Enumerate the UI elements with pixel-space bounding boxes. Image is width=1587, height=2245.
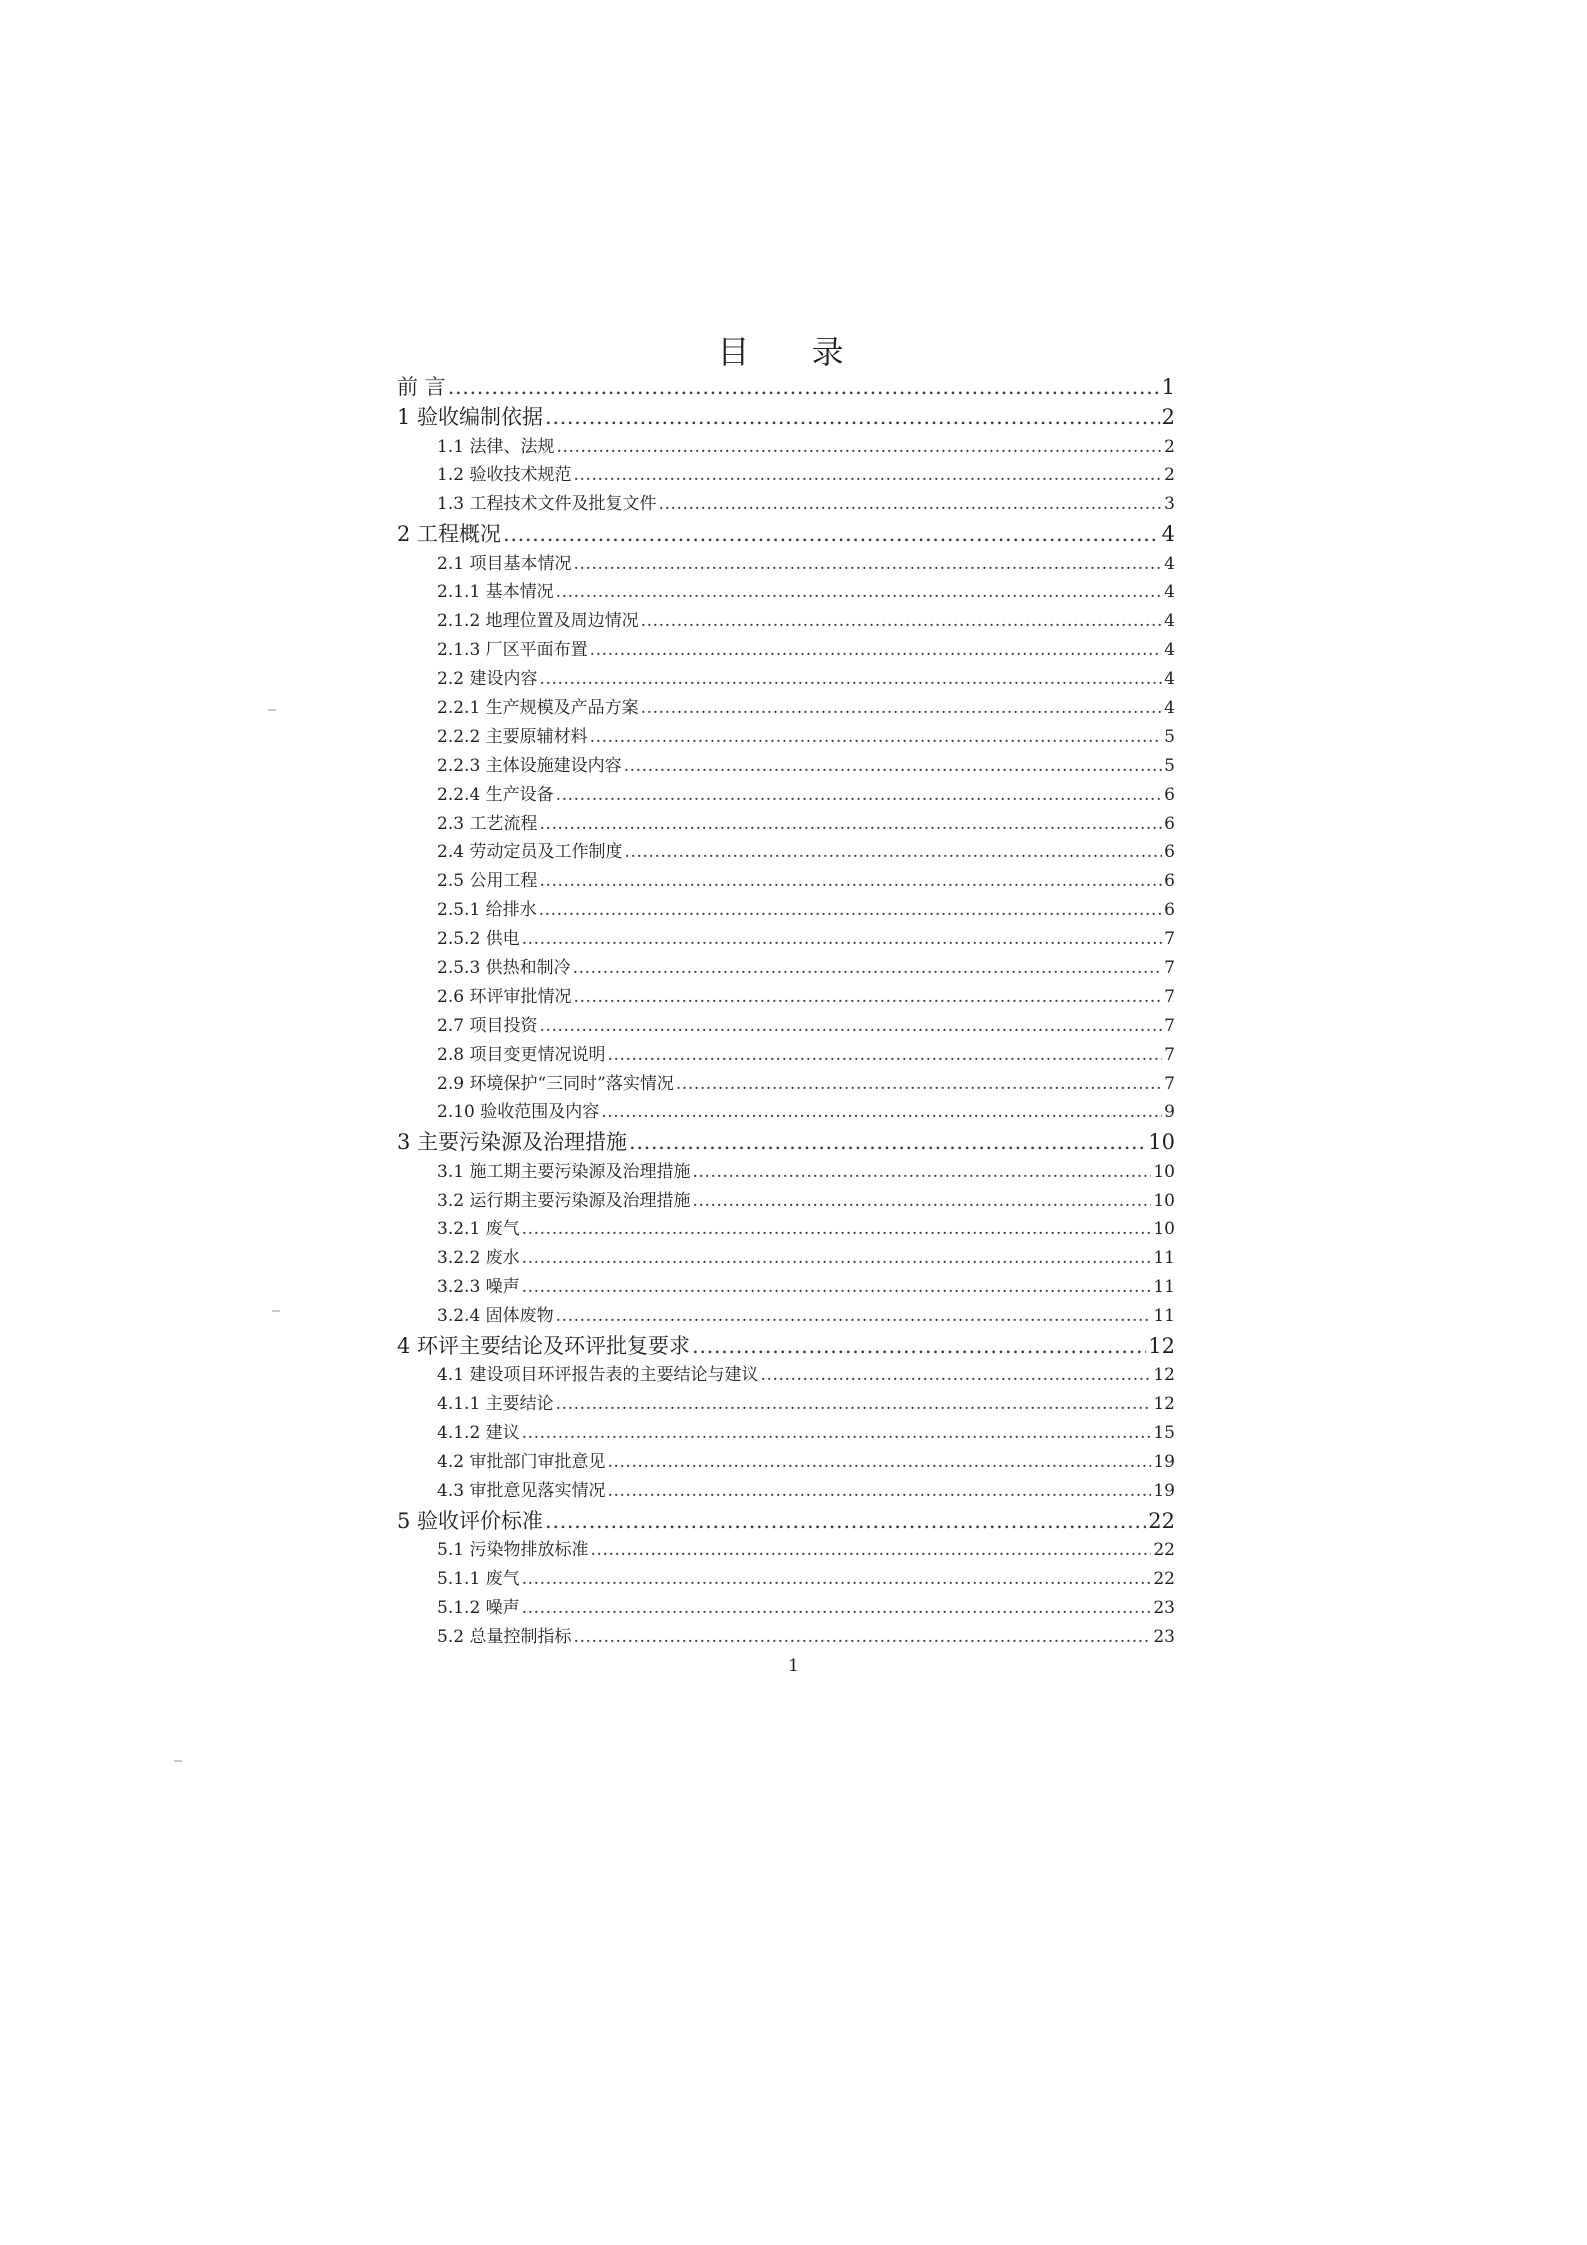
toc-section-entry[interactable]: [393, 953, 1175, 982]
dot-leader: [590, 727, 1163, 747]
toc-section-entry[interactable]: [393, 1301, 1175, 1330]
dot-leader: [573, 1627, 1151, 1647]
toc-entry-page-number: 19: [1153, 1480, 1175, 1501]
dot-leader: [503, 522, 1160, 546]
toc-entry-label: 4.1.2 建议: [437, 1423, 520, 1444]
toc-section-entry[interactable]: [393, 1069, 1175, 1098]
toc-section-entry[interactable]: [393, 1389, 1175, 1418]
toc-entry-page-number: 4: [1164, 698, 1175, 719]
dot-leader: [545, 405, 1160, 429]
dot-leader: [522, 1219, 1152, 1239]
dot-leader: [448, 375, 1160, 399]
dot-leader: [539, 900, 1163, 920]
toc-chapter-entry[interactable]: [393, 518, 1175, 548]
toc-entry-label: 3.2.4 固体废物: [437, 1306, 554, 1327]
dot-leader: [658, 494, 1162, 514]
toc-section-entry[interactable]: [393, 432, 1175, 461]
dot-leader: [590, 640, 1163, 660]
toc-entry-page-number: 10: [1153, 1190, 1175, 1211]
toc-entry-label: 2.6 环评审批情况: [437, 986, 572, 1007]
toc-entry-label: 2.1.3 厂区平面布置: [437, 640, 588, 661]
toc-entry-page-number: 6: [1164, 813, 1175, 834]
toc-section-entry[interactable]: [393, 1243, 1175, 1272]
toc-chapter-entry[interactable]: [393, 1505, 1175, 1535]
toc-section-entry[interactable]: [393, 751, 1175, 780]
toc-entry-page-number: 6: [1164, 900, 1175, 921]
toc-entry-page-number: 4: [1164, 553, 1175, 574]
dot-leader: [522, 1277, 1152, 1297]
dot-leader: [641, 698, 1163, 718]
toc-entry-label: 2.10 验收范围及内容: [437, 1102, 600, 1123]
page-number: 1: [788, 1656, 799, 1676]
toc-entry-label: 4 环评主要结论及环评批复要求: [397, 1334, 691, 1359]
toc-entry-page-number: 1: [1161, 375, 1175, 399]
toc-entry-label: 2.1.1 基本情况: [437, 582, 554, 603]
toc-entry-label: 5 验收评价标准: [397, 1508, 544, 1533]
toc-entry-page-number: 23: [1153, 1626, 1175, 1647]
dot-leader: [573, 465, 1162, 485]
toc-entry-page-number: 4: [1164, 669, 1175, 690]
toc-entry-page-number: 7: [1164, 1044, 1175, 1065]
toc-entry-label: 2.2.3 主体设施建设内容: [437, 755, 622, 776]
toc-section-entry[interactable]: [393, 809, 1175, 838]
toc-entry-page-number: 4: [1164, 582, 1175, 603]
toc-entry-label: 1.3 工程技术文件及批复文件: [437, 494, 657, 515]
toc-entry-page-number: 5: [1164, 755, 1175, 776]
toc-entry-label: 2.5.1 给排水: [437, 900, 537, 921]
toc-section-entry[interactable]: [393, 1360, 1175, 1389]
dot-leader: [539, 814, 1162, 834]
dot-leader: [539, 669, 1162, 689]
toc-entry-page-number: 2: [1164, 465, 1175, 486]
toc-entry-label: 2.1.2 地理位置及周边情况: [437, 611, 639, 632]
toc-entry-page-number: 7: [1164, 986, 1175, 1007]
dot-leader: [522, 1248, 1152, 1268]
dot-leader: [607, 1452, 1151, 1472]
toc-entry-page-number: 7: [1164, 929, 1175, 950]
toc-entry-page-number: 4: [1164, 611, 1175, 632]
toc-section-entry[interactable]: [393, 693, 1175, 722]
dot-leader: [539, 871, 1162, 891]
toc-section-entry[interactable]: [393, 1593, 1175, 1622]
toc-section-entry[interactable]: [393, 1040, 1175, 1069]
toc-entry-label: 2.5 公用工程: [437, 871, 538, 892]
toc-entry-page-number: 12: [1153, 1394, 1175, 1415]
scan-speck: [268, 709, 276, 711]
toc-entry-label: 2.2.2 主要原辅材料: [437, 726, 588, 747]
dot-leader: [556, 1306, 1152, 1326]
toc-entry-label: 2.1 项目基本情况: [437, 553, 572, 574]
toc-entry-page-number: 6: [1164, 871, 1175, 892]
toc-section-entry[interactable]: [393, 577, 1175, 606]
toc-section-entry[interactable]: [393, 1214, 1175, 1243]
dot-leader: [692, 1191, 1151, 1211]
toc-entry-label: 1 验收编制依据: [397, 405, 544, 430]
toc-section-entry[interactable]: [393, 924, 1175, 953]
toc-entry-label: 2.2.1 生产规模及产品方案: [437, 698, 639, 719]
toc-section-entry[interactable]: [393, 664, 1175, 693]
toc-entry-page-number: 7: [1164, 1073, 1175, 1094]
toc-chapter-entry[interactable]: [393, 371, 1175, 401]
toc-entry-label: 2 工程概况: [397, 522, 502, 547]
toc-entry-page-number: 22: [1153, 1568, 1175, 1589]
dot-leader: [556, 582, 1163, 602]
toc-section-entry[interactable]: [393, 1272, 1175, 1301]
scan-speck: [272, 1310, 280, 1312]
dot-leader: [624, 756, 1163, 776]
toc-entry-label: 2.3 工艺流程: [437, 813, 538, 834]
toc-entry-page-number: 10: [1148, 1130, 1175, 1155]
toc-entry-label: 2.8 项目变更情况说明: [437, 1044, 606, 1065]
toc-chapter-entry[interactable]: [393, 1330, 1175, 1360]
dot-leader: [607, 1045, 1162, 1065]
dot-leader: [692, 1334, 1146, 1358]
toc-entry-label: 5.1 污染物排放标准: [437, 1540, 589, 1561]
toc-section-entry[interactable]: [393, 1476, 1175, 1505]
dot-leader: [556, 1394, 1152, 1414]
table-of-contents: [393, 371, 1175, 1651]
toc-entry-page-number: 9: [1164, 1102, 1175, 1123]
toc-section-entry[interactable]: [393, 1011, 1175, 1040]
toc-chapter-entry[interactable]: [393, 1126, 1175, 1156]
toc-section-entry[interactable]: [393, 1447, 1175, 1476]
toc-entry-label: 2.5.2 供电: [437, 929, 520, 950]
dot-leader: [522, 1423, 1152, 1443]
toc-entry-label: 4.1.1 主要结论: [437, 1394, 554, 1415]
toc-section-entry[interactable]: [393, 1535, 1175, 1564]
toc-section-entry[interactable]: [393, 460, 1175, 489]
scan-speck: [174, 1760, 182, 1762]
toc-section-entry[interactable]: [393, 1418, 1175, 1447]
dot-leader: [573, 554, 1162, 574]
toc-entry-label: 5.1.1 废气: [437, 1568, 520, 1589]
dot-leader: [573, 958, 1163, 978]
toc-section-entry[interactable]: [393, 982, 1175, 1011]
toc-entry-page-number: 12: [1153, 1365, 1175, 1386]
toc-section-entry[interactable]: [393, 866, 1175, 895]
dot-leader: [573, 987, 1162, 1007]
dot-leader: [556, 437, 1162, 457]
dot-leader: [624, 842, 1162, 862]
toc-entry-page-number: 7: [1164, 958, 1175, 979]
dot-leader: [601, 1102, 1162, 1122]
toc-chapter-entry[interactable]: [393, 401, 1175, 431]
toc-entry-page-number: 22: [1153, 1540, 1175, 1561]
toc-entry-page-number: 19: [1153, 1451, 1175, 1472]
toc-section-entry[interactable]: [393, 1622, 1175, 1651]
toc-entry-label: 3.2.2 废水: [437, 1248, 520, 1269]
dot-leader: [692, 1162, 1151, 1182]
toc-entry-label: 3 主要污染源及治理措施: [397, 1130, 628, 1155]
toc-entry-page-number: 2: [1161, 405, 1175, 430]
toc-section-entry[interactable]: [393, 1097, 1175, 1126]
toc-entry-page-number: 6: [1164, 784, 1175, 805]
toc-entry-label: 3.2.3 噪声: [437, 1277, 520, 1298]
toc-entry-label: 2.2 建设内容: [437, 669, 538, 690]
toc-entry-label: 3.1 施工期主要污染源及治理措施: [437, 1161, 691, 1182]
toc-entry-label: 2.4 劳动定员及工作制度: [437, 842, 623, 863]
toc-entry-label: 3.2 运行期主要污染源及治理措施: [437, 1190, 691, 1211]
toc-entry-page-number: 23: [1153, 1597, 1175, 1618]
toc-entry-label: 1.2 验收技术规范: [437, 465, 572, 486]
toc-entry-page-number: 4: [1164, 640, 1175, 661]
toc-entry-page-number: 11: [1153, 1248, 1175, 1269]
toc-entry-label: 2.5.3 供热和制冷: [437, 958, 571, 979]
toc-entry-page-number: 6: [1164, 842, 1175, 863]
toc-section-entry[interactable]: [393, 895, 1175, 924]
toc-entry-label: 2.2.4 生产设备: [437, 784, 554, 805]
toc-entry-label: 1.1 法律、法规: [437, 436, 555, 457]
toc-section-entry[interactable]: [393, 489, 1175, 518]
toc-section-entry[interactable]: [393, 549, 1175, 578]
toc-entry-page-number: 11: [1153, 1277, 1175, 1298]
toc-entry-label: 4.2 审批部门审批意见: [437, 1451, 606, 1472]
toc-entry-label: 前 言: [397, 375, 446, 399]
dot-leader: [641, 611, 1163, 631]
dot-leader: [676, 1074, 1162, 1094]
toc-section-entry[interactable]: [393, 1564, 1175, 1593]
dot-leader: [590, 1540, 1151, 1560]
dot-leader: [545, 1509, 1146, 1533]
toc-entry-page-number: 5: [1164, 726, 1175, 747]
toc-entry-page-number: 15: [1153, 1423, 1175, 1444]
toc-entry-page-number: 22: [1148, 1508, 1175, 1533]
toc-title: 目 录: [717, 333, 870, 371]
toc-entry-page-number: 10: [1153, 1219, 1175, 1240]
toc-entry-label: 2.7 项目投资: [437, 1015, 538, 1036]
toc-entry-label: 5.1.2 噪声: [437, 1597, 520, 1618]
dot-leader: [607, 1481, 1151, 1501]
dot-leader: [760, 1365, 1151, 1385]
toc-section-entry[interactable]: [393, 780, 1175, 809]
dot-leader: [522, 929, 1163, 949]
dot-leader: [539, 1016, 1162, 1036]
dot-leader: [629, 1130, 1146, 1154]
toc-section-entry[interactable]: [393, 837, 1175, 866]
toc-section-entry[interactable]: [393, 1157, 1175, 1186]
toc-entry-page-number: 12: [1148, 1334, 1175, 1359]
toc-entry-label: 4.3 审批意见落实情况: [437, 1480, 606, 1501]
toc-section-entry[interactable]: [393, 722, 1175, 751]
toc-section-entry[interactable]: [393, 1186, 1175, 1215]
toc-section-entry[interactable]: [393, 635, 1175, 664]
toc-entry-label: 2.9 环境保护“三同时”落实情况: [437, 1073, 674, 1094]
dot-leader: [522, 1598, 1152, 1618]
toc-entry-page-number: 11: [1153, 1306, 1175, 1327]
toc-entry-page-number: 2: [1164, 436, 1175, 457]
toc-entry-page-number: 7: [1164, 1015, 1175, 1036]
toc-entry-label: 5.2 总量控制指标: [437, 1626, 572, 1647]
toc-entry-label: 3.2.1 废气: [437, 1219, 520, 1240]
toc-entry-page-number: 3: [1164, 494, 1175, 515]
dot-leader: [522, 1569, 1152, 1589]
toc-section-entry[interactable]: [393, 606, 1175, 635]
dot-leader: [556, 785, 1163, 805]
toc-entry-label: 4.1 建设项目环评报告表的主要结论与建议: [437, 1365, 759, 1386]
toc-entry-page-number: 10: [1153, 1161, 1175, 1182]
toc-entry-page-number: 4: [1161, 522, 1175, 547]
